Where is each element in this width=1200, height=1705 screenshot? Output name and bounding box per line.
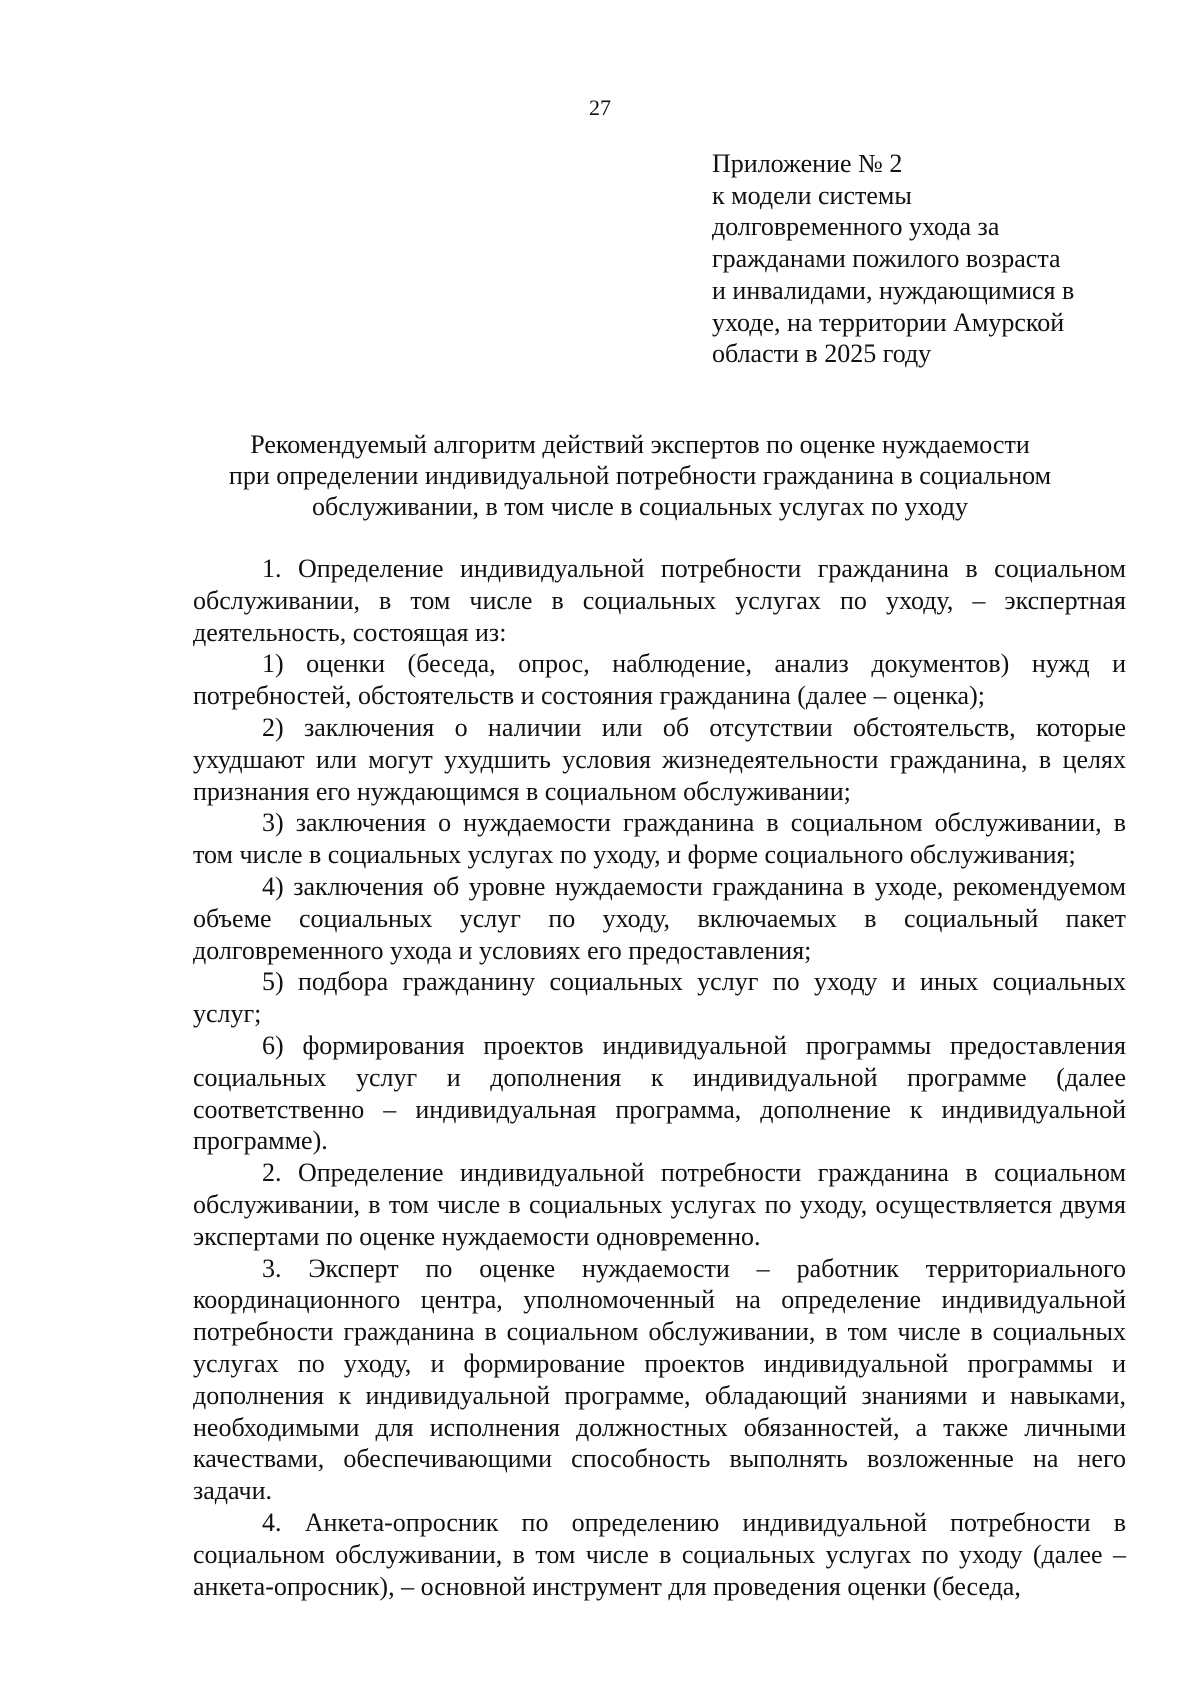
appendix-line: к модели системы xyxy=(712,180,912,210)
appendix-reference xyxy=(712,148,1132,370)
title-line: при определении индивидуальной потребности гражданина в социальном xyxy=(228,461,1052,490)
title-line: Рекомендуемый алгоритм действий экспертов по оценке нуждаемости xyxy=(250,430,1030,459)
list-item-4: 4) заключения об уровне нуждаемости гражданина в уходе, рекомендуемом объеме социальных услуг по уходу, включаемых в социальный пакет долговременного ухода и условиях его предоставления; xyxy=(193,871,1126,965)
page-number: 27 xyxy=(589,95,611,120)
document-title xyxy=(180,429,1100,522)
list-item-3: 3) заключения о нуждаемости гражданина в социальном обслуживании, в том числе в социальных услугах по уходу, и форме социального обслуживания; xyxy=(193,808,1126,870)
paragraph-3: 3. Эксперт по оценке нуждаемости – работник территориального координационного центра, уполномоченный на определение индивидуальной потребности гражданина в социальном обслуживании, в том числе в социальных услугах по уходу, и формирование проектов индивидуальной программы и дополнения к индивидуальной программе, обладающий знаниями и навыками, необходимыми для исполнения должностных обязанностей, а также личными качествами, обеспечивающими способность выполнять возложенные на него задачи. xyxy=(193,1253,1126,1506)
appendix-line: долговременного ухода за xyxy=(712,212,1000,242)
appendix-line: уходе, на территории Амурской xyxy=(712,307,1065,337)
appendix-line: гражданами пожилого возраста xyxy=(712,244,1061,274)
list-item-5: 5) подбора гражданину социальных услуг по уходу и иных социальных услуг; xyxy=(193,967,1126,1029)
title-line: обслуживании, в том числе в социальных услугах по уходу xyxy=(311,492,969,521)
paragraph-2: 2. Определение индивидуальной потребности гражданина в социальном обслуживании, в том числе в социальных услугах по уходу, осуществляется двумя экспертами по оценке нуждаемости одновременно. xyxy=(193,1158,1126,1251)
list-item-2: 2) заключения о наличии или об отсутствии обстоятельств, которые ухудшают или могут ухудшить условия жизнедеятельности гражданина, в целях признания его нуждающимся в социальном обслуживании; xyxy=(193,712,1126,806)
document-body xyxy=(193,553,1126,1602)
paragraph-4: 4. Анкета-опросник по определению индивидуальной потребности в социальном обслуживании, в том числе в социальных услугах по уходу (далее – анкета-опросник), – основной инструмент для проведения оценки (беседа, xyxy=(193,1507,1126,1601)
appendix-line: и инвалидами, нуждающимися в xyxy=(712,275,1075,305)
list-item-6: 6) формирования проектов индивидуальной программы предоставления социальных услуг и дополнения к индивидуальной программе (далее соответственно – индивидуальная программа, дополнение к индивидуальной программе). xyxy=(193,1030,1126,1156)
appendix-line: Приложение № 2 xyxy=(712,149,903,178)
paragraph-1: 1. Определение индивидуальной потребности гражданина в социальном обслуживании, в том числе в социальных услугах по уходу, – экспертная деятельность, состоящая из: xyxy=(193,554,1126,647)
appendix-line: области в 2025 году xyxy=(712,339,932,369)
list-item-1: 1) оценки (беседа, опрос, наблюдение, анализ документов) нужд и потребностей, обстоятельств и состояния гражданина (далее – оценка); xyxy=(193,649,1126,711)
